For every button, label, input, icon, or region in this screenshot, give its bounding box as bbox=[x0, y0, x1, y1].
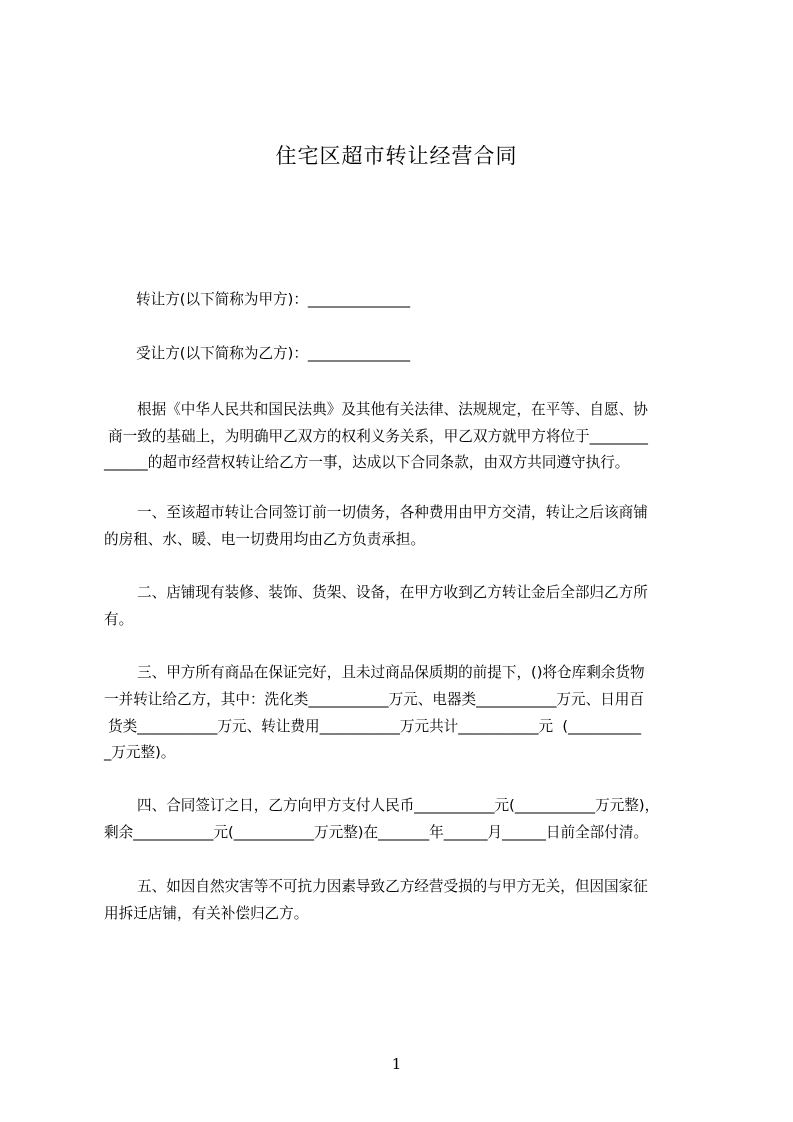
clause-4-line-2: 剩余___________元(___________万元整)在_______年______月______日前全部付清。 bbox=[104, 824, 649, 841]
clause-3-line-4: _万元整)。 bbox=[104, 744, 176, 761]
page-title: 住宅区超市转让经营合同 bbox=[275, 144, 518, 168]
preamble-line-1: 根据《中华人民共和国民法典》及其他有关法律、法规规定，在平等、自愿、协 bbox=[137, 401, 648, 418]
clause-1-line-2: 的房租、水、暖、电一切费用均由乙方负责承担。 bbox=[104, 531, 426, 548]
preamble-line-3: ______的超市经营权转让给乙方一事，达成以下合同条款，由双方共同遵守执行。 bbox=[104, 454, 630, 471]
clause-3-line-1: 三、甲方所有商品在保证完好，且未过商品保质期的前提下，()将仓库剩余货物 bbox=[137, 664, 645, 681]
party-b-line: 受让方(以下简称为乙方)：______________ bbox=[136, 345, 411, 362]
party-a-line: 转让方(以下简称为甲方)：______________ bbox=[136, 291, 411, 308]
preamble-line-2: 商一致的基础上，为明确甲乙双方的权利义务关系，甲乙双方就甲方将位于________ bbox=[108, 428, 648, 445]
clause-1-line-1: 一、至该超市转让合同签订前一切债务，各种费用由甲方交清，转让之后该商铺 bbox=[137, 504, 648, 521]
clause-3-line-3: 货类___________万元、转让费用___________万元共计___________元 (__________ bbox=[108, 718, 642, 735]
clause-2-line-2: 有。 bbox=[104, 611, 134, 628]
clause-3-line-2: 一并转让给乙方，其中：洗化类___________万元、电器类___________万元、日用百 bbox=[104, 691, 644, 708]
page-number: 1 bbox=[391, 1055, 402, 1073]
clause-5-line-2: 用拆迁店铺，有关补偿归乙方。 bbox=[104, 905, 309, 922]
clause-5-line-1: 五、如因自然灾害等不可抗力因素导致乙方经营受损的与甲方无关，但因国家征 bbox=[137, 878, 648, 895]
clause-4-line-1: 四、合同签订之日，乙方向甲方支付人民币___________元(___________万元整)， bbox=[137, 797, 660, 814]
clause-2-line-1: 二、店铺现有装修、装饰、货架、设备，在甲方收到乙方转让金后全部归乙方所 bbox=[137, 584, 648, 601]
